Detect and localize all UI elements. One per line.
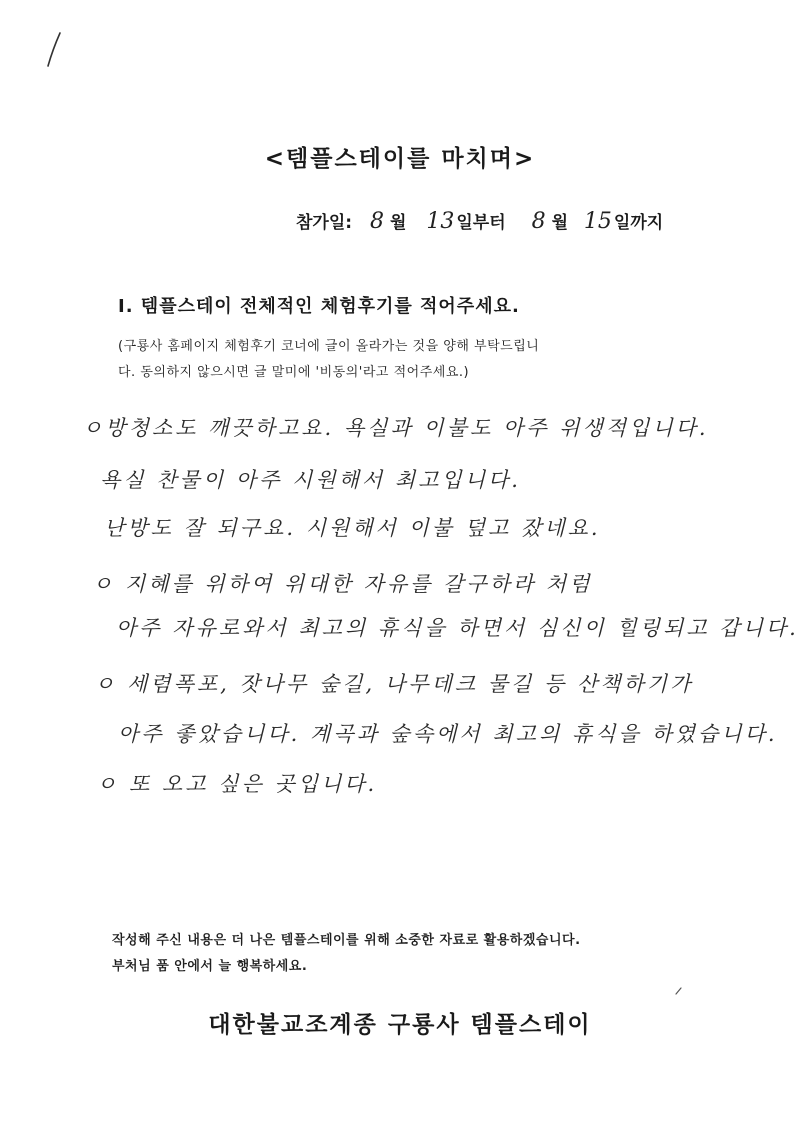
dates-label: 참가일: (296, 213, 353, 233)
end-suffix: 일까지 (613, 213, 664, 233)
handwritten-line: 욕실 찬물이 아주 시원해서 최고입니다. (100, 468, 521, 492)
handwritten-line: ㅇ방청소도 깨끗하고요. 욕실과 이불도 아주 위생적입니다. (82, 416, 709, 440)
month-unit-end: 월 (551, 213, 568, 233)
start-suffix: 일부터 (456, 213, 506, 233)
consent-note (118, 334, 698, 386)
footer-line: 부처님 품 안에서 늘 행복하세요. (112, 959, 308, 974)
handwritten-line: ㅇ 지혜를 위하여 위대한 자유를 갈구하라 처럼 (92, 572, 593, 596)
footer-note (112, 928, 581, 980)
handwritten-line: 아주 좋았습니다. 계곡과 숲속에서 최고의 휴식을 하였습니다. (118, 722, 778, 746)
start-day: 13 (426, 209, 455, 234)
month-unit-start: 월 (390, 213, 407, 233)
pen-dot-mark (670, 980, 690, 1000)
footer-line: 작성해 주신 내용은 더 나은 템플스테이를 위해 소중한 자료로 활용하겠습니다. (112, 933, 581, 948)
page-title: <템플스테이를 마치며> (264, 146, 536, 172)
start-month: 8 (370, 209, 384, 234)
end-month: 8 (531, 209, 546, 234)
pen-stroke-mark (40, 30, 70, 70)
note-line: 다. 동의하지 않으시면 글 말미에 '비동의'라고 적어주세요.) (118, 365, 470, 380)
handwritten-line: ㅇ 세렴폭포, 잣나무 숲길, 나무데크 물길 등 산책하기가 (94, 672, 694, 696)
question-heading: Ⅰ. 템플스테이 전체적인 체험후기를 적어주세요. (118, 296, 520, 317)
organization-name: 대한불교조계종 구룡사 템플스테이 (208, 1012, 592, 1038)
end-day: 15 (583, 209, 612, 234)
participation-dates (296, 208, 663, 234)
handwritten-line: 아주 자유로와서 최고의 휴식을 하면서 심신이 힐링되고 갑니다. (116, 616, 799, 640)
handwritten-line: 난방도 잘 되구요. 시원해서 이불 덮고 잤네요. (104, 516, 601, 540)
handwritten-line: ㅇ 또 오고 싶은 곳입니다. (96, 772, 378, 796)
note-line: (구룡사 홈페이지 체험후기 코너에 글이 올라가는 것을 양해 부탁드립니 (118, 339, 540, 354)
